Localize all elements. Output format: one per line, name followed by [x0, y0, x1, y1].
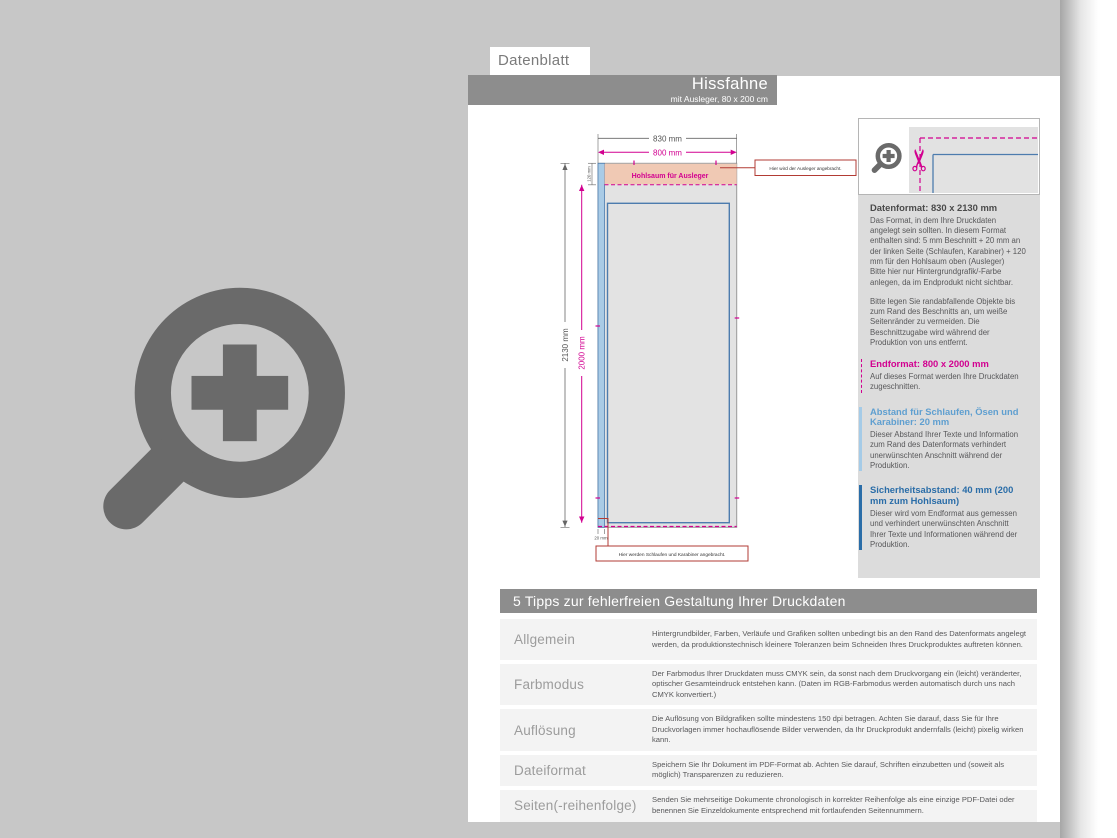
hohlsaum-label: Hohlsaum für Ausleger [631, 173, 709, 180]
datenblatt-tab: Datenblatt [490, 47, 590, 75]
sicherheitsabstand-heading: Sicherheitsabstand: 40 mm (200 mm zum Hohlsaum) [870, 484, 1014, 507]
corner-detail-panel [858, 118, 1040, 195]
product-title: Hissfahne [691, 74, 768, 93]
flag-diagram [550, 110, 870, 580]
callout-ausleger-label: Hier wird der Ausleger angebracht. [769, 166, 842, 171]
dim-800-label: 800 mm [653, 148, 682, 158]
tips-row-seitenreihenfolge [500, 790, 1037, 822]
product-subtitle: mit Ausleger, 80 x 200 cm [670, 94, 768, 105]
sicherheitsabstand-body: Dieser wird vom Endformat aus gemessen und verhindert unerwünschten Anschnitt Ihrer Texte und Informationen während der Produktion. [870, 508, 1018, 549]
tip-text: Hintergrundbilder, Farben, Verläufe und Grafiken sollten unbedingt bis an den Rand des Datenformats angelegt werden, da produktionstechnisch kleinere Toleranzen beim Schneiden Ihres Druckproduktes auftreten können. [652, 629, 1027, 649]
bleed-note: Bitte legen Sie randabfallende Objekte bis zum Rand des Beschnitts an, um weiße Seitenränder zu vermeiden. Die Beschnittzugabe wird während der Produktion von uns entfernt. [870, 296, 1016, 347]
tips-row-allgemein [500, 619, 1037, 660]
dim-2130-label: 2130 mm [561, 328, 570, 362]
background-panel [0, 0, 468, 838]
datenformat-heading: Datenformat: 830 x 2130 mm [870, 202, 998, 213]
dataformat-area [598, 163, 737, 527]
tip-label: Allgemein [514, 632, 576, 647]
tips-table [500, 619, 1037, 826]
endformat-body: Auf dieses Format werden Ihre Druckdaten zugeschnitten. [870, 372, 1019, 392]
endformat-section [861, 359, 1026, 392]
datenformat-note: Bitte hier nur Hintergrundgrafik/-Farbe anlegen, da im Endprodukt nicht sichtbar. [870, 267, 1014, 287]
scissors-icon: ✂ [904, 147, 937, 173]
title-bar [468, 75, 777, 105]
abstand-body: Dieser Abstand Ihrer Texte und Information zum Rand des Datenformats verhindert unerwünschten Anschnitt während der Produktion. [870, 430, 1019, 471]
tips-row-aufloesung [500, 709, 1037, 750]
abstand-section [859, 407, 1026, 472]
tips-row-farbmodus [500, 664, 1037, 705]
zoom-plus-icon [90, 272, 380, 562]
dim-830-label: 830 mm [653, 134, 682, 144]
schlaufen-strip [598, 163, 605, 527]
tip-label: Dateiformat [514, 762, 586, 778]
tip-text: Der Farbmodus Ihrer Druckdaten muss CMYK sein, da sonst nach dem Druckvorgang ein (leicht) veränderter, optischer Gesamteindruck entstehen kann. (Daten im RGB-Farbmodus werden automatisch durch uns nach CMYK konvertiert.) [652, 669, 1022, 699]
dim-120-label: 120 mm [586, 166, 592, 182]
tip-label: Auflösung [514, 722, 576, 738]
tips-row-dateiformat [500, 755, 1037, 786]
datenformat-body: Das Format, in dem Ihre Druckdaten angelegt sein sollten. In diesem Format enthalten sind: 5 mm Beschnitt + 20 mm an der linken Seite (Schlaufen, Karabiner) + 120 mm für den Hohlsaum oben (Ausleger) [870, 215, 1026, 266]
tip-label: Farbmodus [514, 677, 585, 693]
tips-header: 5 Tipps zur fehlerfreien Gestaltung Ihrer Druckdaten [500, 589, 1037, 613]
dimension-20 [598, 529, 605, 534]
tip-label: Seiten(-reihenfolge) [514, 798, 637, 814]
zoom-plus-icon-small [870, 141, 906, 177]
endformat-heading: Endformat: 800 x 2000 mm [870, 358, 989, 370]
dim-2000-label: 2000 mm [577, 336, 587, 370]
page-edge-shadow [1060, 0, 1098, 838]
tip-text: Die Auflösung von Bildgrafiken sollte mindestens 150 dpi betragen. Achten Sie darauf, dass Sie für Ihre Druckvorlagen immer hochauflösende Bilder verwenden, da Ihr Druckprodukt andernfalls (leicht) pixelig wirken kann. [652, 714, 1024, 745]
tip-text: Speichern Sie Ihr Dokument im PDF-Format ab. Achten Sie darauf, Schriften einzubetten und (soweit als möglich) Transparenzen zu reduzieren. [652, 759, 1005, 780]
dim-20-label: 20 mm [594, 535, 608, 541]
tip-text: Senden Sie mehrseitige Dokumente chronologisch in korrekter Reihenfolge als eine einzige PDF-Datei oder benennen Sie Einzeldokumente entsprechend mit fortlaufenden Seitennummern. [652, 795, 1015, 815]
datenformat-section [870, 203, 1026, 288]
info-panel [858, 195, 1040, 578]
callout-schlaufen-label: Hier werden Schlaufen und Karabiner angebracht. [618, 552, 726, 558]
abstand-heading: Abstand für Schlaufen, Ösen und Karabiner: 20 mm [870, 405, 1019, 428]
sicherheitsabstand-section [859, 485, 1026, 550]
